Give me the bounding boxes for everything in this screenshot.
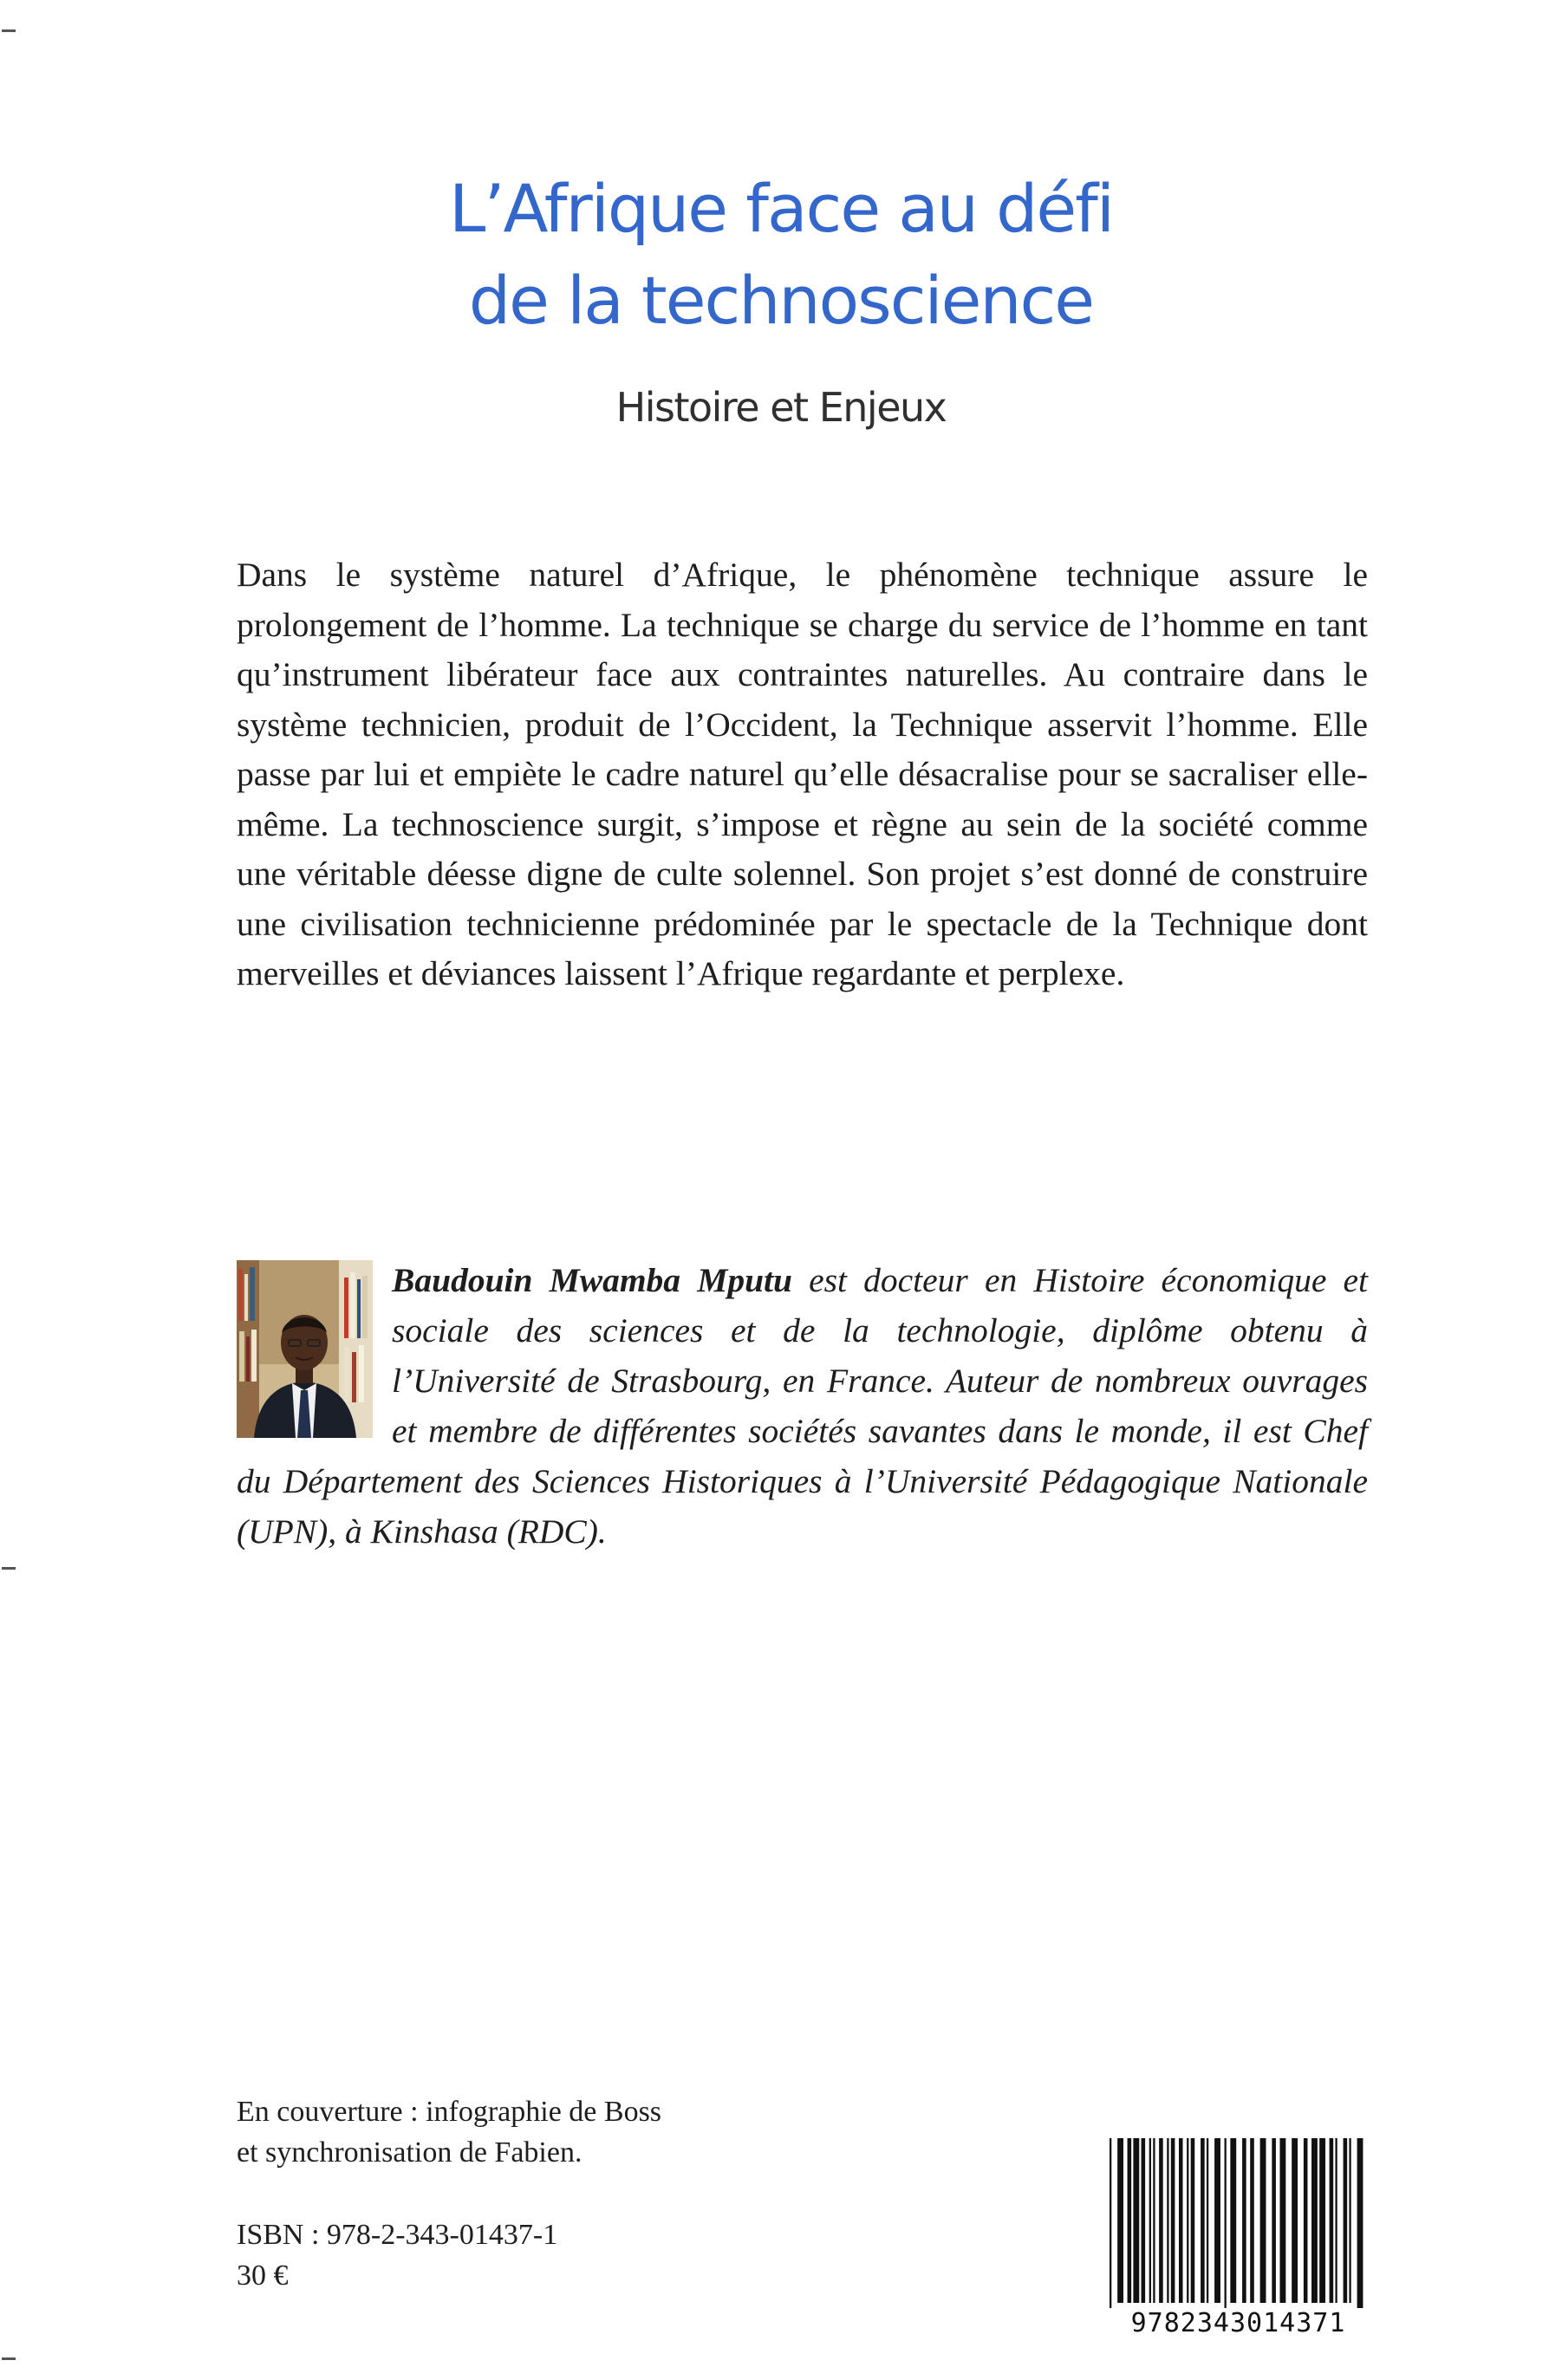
barcode-bar (1335, 2138, 1337, 2303)
barcode-bar (1142, 2138, 1146, 2303)
cover-credits (237, 2091, 661, 2173)
author-bio (237, 1255, 1368, 1557)
barcode-bar (1349, 2138, 1350, 2303)
barcode-bar (1279, 2138, 1285, 2303)
barcode-bar (1191, 2138, 1195, 2303)
barcode-bar (1171, 2138, 1175, 2303)
price: 30 € (237, 2260, 289, 2292)
barcode-bar (1149, 2138, 1151, 2303)
barcode-bar (1225, 2138, 1227, 2308)
barcode-bar (1357, 2138, 1363, 2308)
barcode-bar (1304, 2138, 1308, 2303)
barcode-bar (1242, 2138, 1246, 2303)
barcode-digits: 9782343014371 (1130, 2308, 1346, 2338)
isbn-barcode (1110, 2138, 1367, 2340)
barcode-bar (1159, 2138, 1163, 2303)
barcode-bar (1133, 2138, 1139, 2303)
barcode-bar (1260, 2138, 1266, 2303)
author-name: Baudouin Mwamba Mputu (392, 1261, 792, 1299)
isbn-block (237, 2214, 557, 2296)
barcode-bar (1214, 2138, 1220, 2303)
author-portrait-image (237, 1260, 373, 1438)
back-cover-summary: Dans le système naturel d’Afrique, le phénomène technique assure le prolongement de l’homme. La technique se charge du service de l’homme en tant qu’instrument libérateur face aux contraintes naturelles. Au contraire dans le système technicien, produit de l’Occident, la Technique asservit l’homme. Elle passe par lui et empiète le cadre naturel qu’elle désacralise pour se sacraliser elle-même. La technoscience surgit, s’impose et règne au sein de la société comme une véritable déesse digne de culte solennel. Son projet s’est donné de construire une civilisation technicienne prédominée par le spectacle de la Technique dont merveilles et déviances laissent l’Afrique regardante et perplexe. (237, 556, 1368, 992)
author-description: est docteur en Histoire économique et sociale des sciences et de la technologie, diplôme obtenu à l’Université de Strasbourg, en France. Auteur de nombreux ouvrages et membre de différentes sociétés savantes dans le monde, il est Chef du Département des Sciences Historiques à l’Université Pédagogique Nationale (UPN), à Kinshasa (RDC). (237, 1261, 1368, 1551)
barcode-bar (1110, 2138, 1111, 2308)
barcode-bar (1117, 2138, 1123, 2303)
barcode-bar (1187, 2138, 1188, 2303)
crop-mark-top (2, 29, 16, 32)
barcode-bar (1292, 2138, 1298, 2303)
author-photo (237, 1260, 373, 1438)
barcode-bar (1230, 2138, 1236, 2303)
barcode-bar (1167, 2138, 1168, 2303)
crop-mark-bottom (2, 2357, 16, 2360)
book-title-line-2: de la technoscience (468, 262, 1094, 339)
barcode-bar (1272, 2138, 1276, 2303)
isbn-number: ISBN : 978-2-343-01437-1 (237, 2219, 558, 2251)
barcode-bar (1311, 2138, 1318, 2303)
barcode-bar (1207, 2138, 1208, 2303)
barcode-bar (1179, 2138, 1183, 2303)
book-subtitle: Histoire et Enjeux (615, 384, 947, 431)
barcode-bar (1344, 2138, 1348, 2303)
barcode-bar (1250, 2138, 1254, 2303)
barcode-bar (1153, 2138, 1155, 2303)
barcode-bar (1201, 2138, 1205, 2303)
cover-credits-line-2: et synchronisation de Fabien. (237, 2136, 582, 2169)
book-title (0, 163, 1562, 347)
barcode-bar (1319, 2138, 1325, 2303)
barcode-bars (1110, 2138, 1367, 2308)
barcode-bar (1330, 2138, 1334, 2303)
cover-credits-line-1: En couverture : infographie de Boss (237, 2096, 662, 2128)
crop-mark-middle (2, 1567, 16, 1570)
barcode-bar (1128, 2138, 1132, 2303)
book-title-line-1: L’Afrique face au défi (448, 170, 1114, 247)
